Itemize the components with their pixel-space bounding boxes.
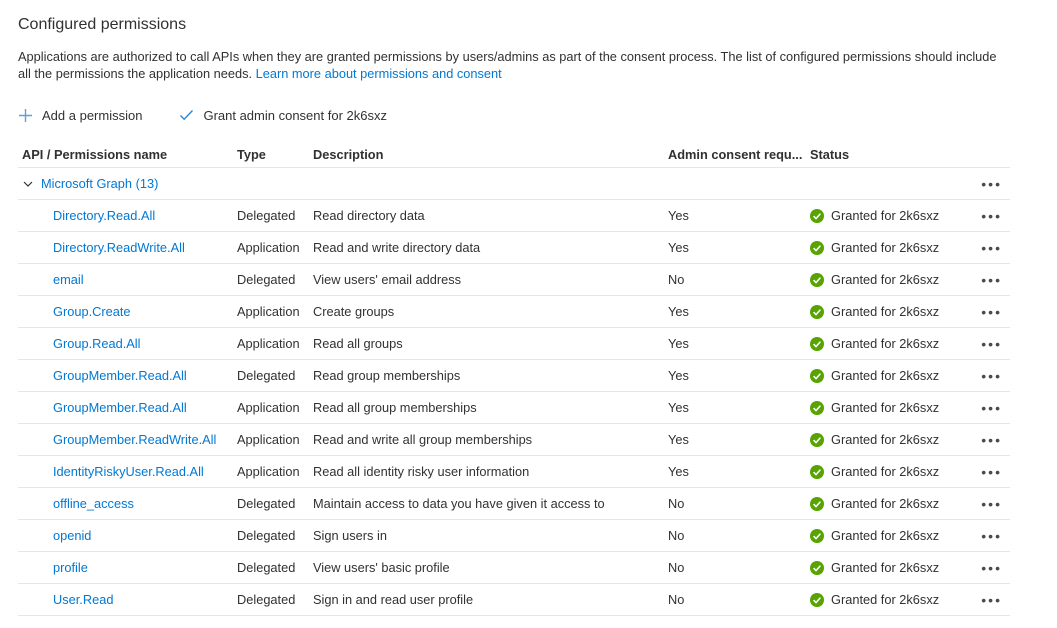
status-cell [810, 368, 975, 383]
permission-type: Delegated [237, 272, 296, 287]
permission-type: Application [237, 464, 300, 479]
permission-row [18, 295, 1010, 327]
api-group-link[interactable]: Microsoft Graph (13) [41, 176, 159, 191]
permission-name-link[interactable]: email [53, 272, 84, 287]
permission-description: Maintain access to data you have given it access to [313, 496, 605, 511]
admin-consent-value: Yes [668, 464, 689, 479]
permission-row [18, 455, 1010, 487]
status-text: Granted for 2k6sxz [831, 528, 940, 543]
grant-admin-consent-button[interactable] [179, 108, 387, 123]
granted-check-icon [810, 337, 824, 351]
admin-consent-value: No [668, 496, 685, 511]
status-text: Granted for 2k6sxz [831, 304, 940, 319]
granted-check-icon [810, 369, 824, 383]
permission-description: Read group memberships [313, 368, 461, 383]
permission-type: Delegated [237, 560, 296, 575]
table-body [18, 199, 1010, 615]
column-header-status[interactable]: Status [810, 146, 850, 162]
permission-description: Read all identity risky user information [313, 464, 530, 479]
permission-name-link[interactable]: Group.Read.All [53, 336, 141, 351]
granted-check-icon [810, 529, 824, 543]
permission-row [18, 263, 1010, 295]
permission-type: Delegated [237, 528, 296, 543]
row-menu-button[interactable]: ••• [981, 207, 1002, 224]
granted-check-icon [810, 593, 824, 607]
permission-description: Read all groups [313, 336, 403, 351]
granted-check-icon [810, 273, 824, 287]
status-cell [810, 240, 975, 255]
admin-consent-value: No [668, 272, 685, 287]
granted-check-icon [810, 305, 824, 319]
status-text: Granted for 2k6sxz [831, 272, 940, 287]
admin-consent-value: Yes [668, 432, 689, 447]
permission-row [18, 327, 1010, 359]
permission-row [18, 199, 1010, 231]
granted-check-icon [810, 241, 824, 255]
permission-type: Application [237, 304, 300, 319]
row-menu-cell [975, 335, 1010, 352]
admin-consent-value: Yes [668, 336, 689, 351]
column-header-admin-consent[interactable]: Admin consent requ... [668, 146, 803, 162]
granted-check-icon [810, 401, 824, 415]
grant-admin-consent-label: Grant admin consent for 2k6sxz [203, 107, 387, 123]
permission-row [18, 487, 1010, 519]
plus-icon [18, 108, 33, 123]
add-permission-button[interactable] [18, 108, 142, 123]
permission-row [18, 551, 1010, 583]
row-menu-cell [975, 367, 1010, 384]
status-cell [810, 496, 975, 511]
admin-consent-value: Yes [668, 240, 689, 255]
row-menu-button[interactable]: ••• [981, 527, 1002, 544]
row-menu-cell [975, 495, 1010, 512]
status-cell [810, 208, 975, 223]
permission-type: Delegated [237, 368, 296, 383]
permission-name-link[interactable]: openid [53, 528, 92, 543]
permission-row [18, 391, 1010, 423]
permission-type: Delegated [237, 208, 296, 223]
permission-name-link[interactable]: GroupMember.ReadWrite.All [53, 432, 217, 447]
status-cell [810, 400, 975, 415]
row-menu-cell [975, 303, 1010, 320]
row-menu-cell [975, 239, 1010, 256]
permission-description: Read all group memberships [313, 400, 477, 415]
permission-type: Application [237, 336, 300, 351]
permission-row [18, 583, 1010, 615]
status-cell [810, 592, 975, 607]
permission-name-link[interactable]: GroupMember.Read.All [53, 368, 187, 383]
row-menu-button[interactable]: ••• [981, 431, 1002, 448]
permission-name-link[interactable]: Group.Create [53, 304, 131, 319]
status-text: Granted for 2k6sxz [831, 208, 940, 223]
permission-type: Delegated [237, 592, 296, 607]
permission-row [18, 231, 1010, 263]
admin-consent-value: Yes [668, 368, 689, 383]
admin-consent-value: No [668, 592, 685, 607]
row-menu-button[interactable]: ••• [981, 559, 1002, 576]
granted-check-icon [810, 433, 824, 447]
permission-type: Application [237, 432, 300, 447]
column-header-description[interactable]: Description [313, 146, 384, 162]
row-menu-cell [975, 463, 1010, 480]
admin-consent-value: No [668, 560, 685, 575]
row-menu-button[interactable]: ••• [981, 239, 1002, 256]
table-bottom-divider [18, 615, 1010, 616]
row-menu-button[interactable]: ••• [981, 463, 1002, 480]
row-menu-button[interactable]: ••• [981, 271, 1002, 288]
status-text: Granted for 2k6sxz [831, 432, 940, 447]
row-menu-button[interactable]: ••• [981, 175, 1002, 192]
status-text: Granted for 2k6sxz [831, 368, 940, 383]
permissions-toolbar [18, 103, 1057, 127]
row-menu-button[interactable]: ••• [981, 303, 1002, 320]
row-menu-cell [975, 559, 1010, 576]
permission-description: Read and write all group memberships [313, 432, 533, 447]
permission-description: Read directory data [313, 208, 425, 223]
row-menu-button[interactable]: ••• [981, 495, 1002, 512]
status-text: Granted for 2k6sxz [831, 336, 940, 351]
admin-consent-value: No [668, 528, 685, 543]
permission-name-link[interactable]: offline_access [53, 496, 134, 511]
column-header-type[interactable]: Type [237, 146, 266, 162]
admin-consent-value: Yes [668, 304, 689, 319]
admin-consent-value: Yes [668, 208, 689, 223]
row-menu-cell [975, 207, 1010, 224]
status-cell [810, 560, 975, 575]
granted-check-icon [810, 561, 824, 575]
permission-description: View users' basic profile [313, 560, 450, 575]
permission-description: Sign users in [313, 528, 387, 543]
permission-description: Read and write directory data [313, 240, 481, 255]
permission-type: Delegated [237, 496, 296, 511]
check-icon [179, 109, 194, 121]
granted-check-icon [810, 209, 824, 223]
row-menu-cell [975, 591, 1010, 608]
description-text: Applications are authorized to call APIs when they are granted permissions by users/admins as part of the consent process. The list of configured permissions should include all the permissions the application needs. [18, 49, 997, 81]
learn-more-link[interactable]: Learn more about permissions and consent [255, 66, 502, 81]
permission-description: View users' email address [313, 272, 462, 287]
row-menu-cell [975, 527, 1010, 544]
row-menu-button[interactable]: ••• [981, 367, 1002, 384]
permission-description: Create groups [313, 304, 395, 319]
permission-name-link[interactable]: IdentityRiskyUser.Read.All [53, 464, 204, 479]
page-title: Configured permissions [18, 16, 187, 33]
add-permission-label: Add a permission [42, 107, 143, 123]
row-menu-button[interactable]: ••• [981, 335, 1002, 352]
status-text: Granted for 2k6sxz [831, 464, 940, 479]
permissions-description [18, 48, 1008, 82]
granted-check-icon [810, 497, 824, 511]
permission-type: Application [237, 400, 300, 415]
permission-row [18, 423, 1010, 455]
permission-name-link[interactable]: Directory.ReadWrite.All [53, 240, 185, 255]
status-cell [810, 272, 975, 287]
permissions-table [18, 141, 1010, 616]
status-cell [810, 304, 975, 319]
chevron-down-icon[interactable] [22, 178, 34, 190]
row-menu-cell [975, 271, 1010, 288]
row-menu-cell [975, 431, 1010, 448]
permission-row [18, 519, 1010, 551]
column-header-name[interactable]: API / Permissions name [22, 146, 168, 162]
status-text: Granted for 2k6sxz [831, 592, 940, 607]
status-text: Granted for 2k6sxz [831, 560, 940, 575]
permission-name-link[interactable]: User.Read [53, 592, 114, 607]
status-text: Granted for 2k6sxz [831, 496, 940, 511]
permission-name-link[interactable]: Directory.Read.All [53, 208, 156, 223]
admin-consent-value: Yes [668, 400, 689, 415]
status-cell [810, 528, 975, 543]
status-cell [810, 464, 975, 479]
permission-description: Sign in and read user profile [313, 592, 474, 607]
status-cell [810, 336, 975, 351]
permission-name-link[interactable]: profile [53, 560, 88, 575]
row-menu-cell [975, 399, 1010, 416]
status-cell [810, 432, 975, 447]
row-menu-cell [975, 175, 1010, 192]
table-header-row [18, 141, 1010, 167]
api-group-row [18, 167, 1010, 199]
granted-check-icon [810, 465, 824, 479]
row-menu-button[interactable]: ••• [981, 591, 1002, 608]
permission-name-link[interactable]: GroupMember.Read.All [53, 400, 187, 415]
status-text: Granted for 2k6sxz [831, 240, 940, 255]
permission-row [18, 359, 1010, 391]
permission-type: Application [237, 240, 300, 255]
status-text: Granted for 2k6sxz [831, 400, 940, 415]
row-menu-button[interactable]: ••• [981, 399, 1002, 416]
